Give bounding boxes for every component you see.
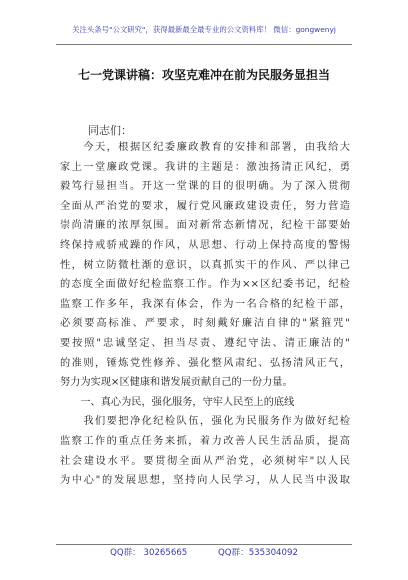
body-line: 努力为实现×区健康和谐发展贡献自己的一份力量。 bbox=[60, 377, 293, 389]
body-text bbox=[60, 138, 350, 491]
body-line: 毅笃行显担当。开这一堂课的目的很明确。为了深入贯彻 bbox=[60, 181, 350, 193]
body-line: 家上一堂廉政党课。我讲的主题是：激浊扬清正风纪，勇 bbox=[60, 161, 350, 173]
body-line: 终保持戒骄戒躁的作风，从思想、行动上保持高度的警惕 bbox=[60, 239, 350, 251]
header-note: 关注头条号"公文研究"，获得最新最全最专业的公文资料库！ 微信：gongwenyj bbox=[72, 25, 336, 34]
body-line: 要按照"忠诚坚定、担当尽责、遵纪守法、清正廉洁的" bbox=[60, 337, 350, 349]
body-line: 的态度全面做好纪检监察工作。作为××区纪委书记，纪检 bbox=[60, 279, 350, 291]
body-line: 必须要高标准、严要求，时刻戴好廉洁自律的"紧箍咒" bbox=[60, 318, 350, 330]
body-line: 今天，根据区纪委廉政教育的安排和部署，由我给大 bbox=[60, 142, 350, 153]
body-line: 的准则，锤炼党性修养、强化整风肃纪、弘扬清风正气， bbox=[60, 357, 350, 369]
body-line: 为中心"的发展思想，坚持向人民学习，从人民当中汲取 bbox=[60, 475, 350, 487]
body-line: 监察工作的重点任务来抓，着力改善人民生活品质，提高 bbox=[60, 435, 350, 447]
body-line: 社会建设水平。要贯彻全面从严治党，必须树牢"以人民 bbox=[60, 455, 350, 467]
footer-divider bbox=[56, 544, 352, 545]
footer-qq-group-2: QQ群：535304092 bbox=[218, 548, 298, 558]
body-line: 我们要把净化纪检队伍，强化为民服务作为做好纪检 bbox=[60, 416, 350, 428]
section-heading: 一、真心为民，强化服务，守牢人民至上的底线 bbox=[60, 396, 295, 408]
footer bbox=[0, 546, 408, 558]
header-divider bbox=[56, 44, 352, 45]
body-line: 全面从严治党的要求，履行党风廉政建设责任，努力营造 bbox=[60, 200, 350, 212]
document-title: 七一党课讲稿：攻坚克难冲在前为民服务显担当 bbox=[77, 68, 330, 82]
body-line: 性，树立防微杜渐的意识，以真抓实干的作风、严以律己 bbox=[60, 259, 350, 271]
footer-qq-group-1: QQ群： 30265665 bbox=[110, 548, 188, 558]
body-line: 崇尚清廉的浓厚氛围。面对新常态新情况，纪检干部要始 bbox=[60, 220, 350, 232]
greeting: 同志们： bbox=[88, 124, 132, 137]
body-line: 监察工作多年，我深有体会，作为一名合格的纪检干部， bbox=[60, 298, 350, 310]
